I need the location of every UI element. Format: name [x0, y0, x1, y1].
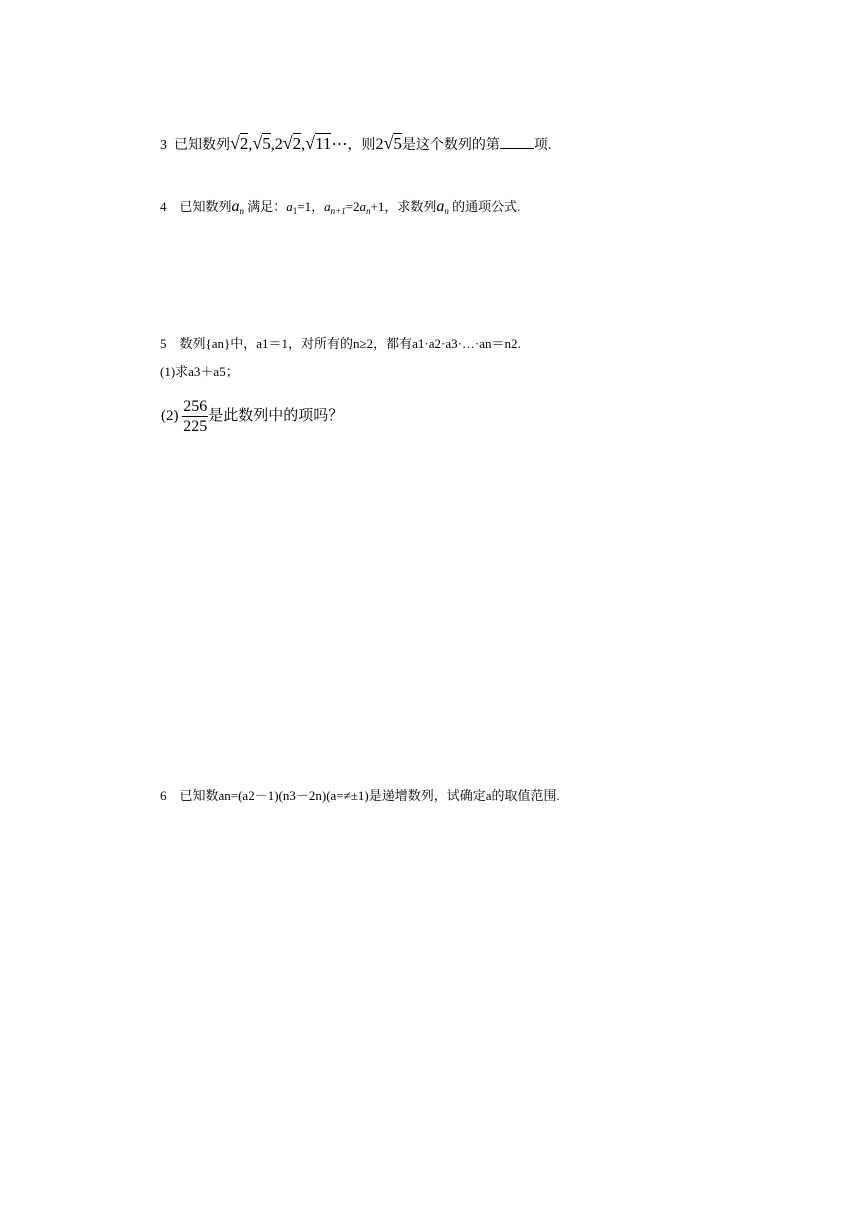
sub-n2: n [366, 206, 371, 216]
question-text-mid: ，则 [347, 138, 376, 153]
question-4 [160, 198, 520, 220]
sub-n1: n+1 [330, 206, 346, 216]
var-an: a [359, 199, 367, 214]
text-satisfy: 满足： [244, 199, 287, 214]
fraction [182, 397, 208, 436]
var-a: a [231, 198, 240, 215]
sub-1: 1 [292, 206, 298, 216]
question-5 [160, 335, 521, 353]
sub-n: n [239, 206, 245, 216]
question-text-end: 项. [533, 138, 552, 153]
ellipsis: ⋯ [331, 136, 348, 153]
question-5-part-1 [160, 363, 239, 381]
text-eq3: +1，求数列 [370, 199, 437, 214]
question-text: 已知数列 [174, 138, 230, 153]
sqrt-11: √11 [305, 133, 332, 153]
question-text: 已知数an=(a2－1)(n3－2n)(a=≠±1)是递增数列，试确定a的取值范围. [179, 788, 560, 803]
fraction-numerator: 256 [183, 398, 208, 416]
sub-n3: n [444, 206, 449, 216]
fraction-denominator: 225 [183, 418, 208, 436]
var-a1: a [286, 199, 293, 214]
coef: 2 [274, 136, 283, 153]
question-number: 6 [160, 788, 167, 803]
coef-2: 2 [375, 136, 384, 153]
text-eq2: =2 [345, 199, 360, 214]
sqrt-2b: √2 [282, 133, 302, 153]
question-number: 4 [160, 199, 167, 214]
question-6 [160, 787, 560, 805]
question-number: 3 [160, 138, 167, 153]
part-2-label: (2) [161, 408, 179, 424]
text-eq1: =1， [297, 199, 325, 214]
question-text: 数列{an}中，a1＝1，对所有的n≥2，都有a1·a2·a3·…·an＝n2. [179, 336, 521, 351]
question-text-tail: 的通项公式. [448, 199, 521, 214]
question-text-tail: 是这个数列的第 [401, 138, 500, 153]
var-an1: a [324, 199, 331, 214]
sqrt-5b: √5 [383, 133, 402, 153]
part-1-text: (1)求a3＋a5； [160, 364, 239, 379]
part-2-text: 是此数列中的项吗？ [208, 408, 344, 424]
question-5-part-2 [161, 394, 343, 438]
sqrt-2: √2 [230, 133, 249, 153]
question-number: 5 [160, 336, 167, 351]
answer-blank[interactable] [500, 138, 534, 149]
question-3: 3 已知数列√2,√5,2√2,√11⋯，则2√5是这个数列的第 项. [160, 133, 552, 153]
question-text: 已知数列 [179, 199, 232, 214]
sqrt-5: √5 [252, 133, 271, 153]
var-a-b: a [436, 198, 445, 215]
